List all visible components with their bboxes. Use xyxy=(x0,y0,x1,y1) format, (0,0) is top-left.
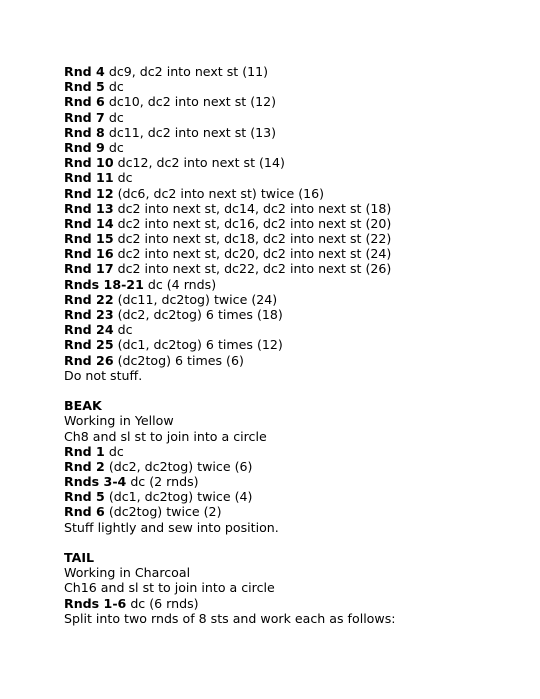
round-label: Rnd 6 xyxy=(64,504,105,520)
round-line xyxy=(64,125,524,140)
round-label: Rnd 11 xyxy=(64,170,114,186)
beak-round-line xyxy=(64,444,524,459)
round-line xyxy=(64,79,524,94)
round-instruction: dc (2 rnds) xyxy=(126,474,199,490)
round-instruction: (dc2tog) 6 times (6) xyxy=(113,352,244,368)
round-instruction: dc xyxy=(104,79,124,95)
tail-round-line xyxy=(64,596,524,611)
round-label: Rnds 18-21 xyxy=(64,276,144,292)
round-instruction: (dc2, dc2tog) 6 times (18) xyxy=(113,307,283,322)
round-line xyxy=(64,307,524,322)
round-label: Rnd 6 xyxy=(64,94,105,110)
body-note: Do not stuff. xyxy=(64,367,143,383)
round-instruction: dc11, dc2 into next st (13) xyxy=(104,124,277,140)
round-label: Rnd 12 xyxy=(64,185,114,201)
round-instruction: (dc1, dc2tog) 6 times (12) xyxy=(113,337,283,353)
round-label: Rnd 17 xyxy=(64,261,114,277)
round-label: Rnd 26 xyxy=(64,352,114,368)
round-instruction: dc xyxy=(113,170,133,186)
round-line xyxy=(64,186,524,201)
round-instruction: dc (4 rnds) xyxy=(143,276,217,292)
round-instruction: (dc1, dc2tog) twice (4) xyxy=(104,489,253,505)
round-line xyxy=(64,231,524,246)
round-instruction: (dc11, dc2tog) twice (24) xyxy=(113,291,278,307)
round-instruction: dc2 into next st, dc20, dc2 into next st (24) xyxy=(113,246,392,262)
tail-outro: Split into two rnds of 8 sts and work each as follows: xyxy=(64,610,396,626)
round-instruction: dc2 into next st, dc18, dc2 into next st (22) xyxy=(113,231,392,247)
round-instruction: (dc2, dc2tog) twice (6) xyxy=(104,458,253,474)
tail-intro-line: Working in Charcoal xyxy=(64,565,191,581)
round-line xyxy=(64,277,524,292)
section-spacer xyxy=(64,383,524,398)
round-instruction: dc2 into next st, dc14, dc2 into next st (18) xyxy=(113,200,392,216)
round-instruction: dc12, dc2 into next st (14) xyxy=(113,155,285,171)
round-instruction: dc xyxy=(104,443,124,459)
round-line xyxy=(64,261,524,276)
round-label: Rnd 5 xyxy=(64,489,105,505)
round-line xyxy=(64,94,524,109)
section-spacer xyxy=(64,535,524,550)
beak-heading: BEAK xyxy=(64,398,102,414)
round-label: Rnds 3-4 xyxy=(64,474,127,490)
round-label: Rnd 24 xyxy=(64,322,114,338)
round-line xyxy=(64,64,524,79)
round-label: Rnd 25 xyxy=(64,337,114,353)
round-line xyxy=(64,155,524,170)
round-label: Rnd 13 xyxy=(64,200,114,216)
beak-round-line xyxy=(64,489,524,504)
round-instruction: (dc6, dc2 into next st) twice (16) xyxy=(113,185,325,201)
round-instruction: dc (6 rnds) xyxy=(126,595,199,611)
round-line xyxy=(64,246,524,261)
round-instruction: dc xyxy=(113,322,133,338)
beak-intro-line: Ch8 and sl st to join into a circle xyxy=(64,428,267,444)
round-line xyxy=(64,110,524,125)
round-instruction: (dc2tog) twice (2) xyxy=(104,504,222,520)
round-label: Rnd 22 xyxy=(64,291,114,307)
round-label: Rnd 9 xyxy=(64,139,105,155)
round-label: Rnd 8 xyxy=(64,124,105,140)
round-label: Rnd 5 xyxy=(64,79,105,95)
round-instruction: dc10, dc2 into next st (12) xyxy=(104,94,277,110)
tail-intro-line: Ch16 and sl st to join into a circle xyxy=(64,580,275,596)
round-instruction: dc2 into next st, dc22, dc2 into next st (26) xyxy=(113,261,392,277)
round-line xyxy=(64,353,524,368)
round-label: Rnd 2 xyxy=(64,458,105,474)
round-label: Rnd 14 xyxy=(64,215,114,231)
beak-round-line xyxy=(64,504,524,519)
round-label: Rnd 10 xyxy=(64,155,114,171)
round-line xyxy=(64,216,524,231)
round-line xyxy=(64,337,524,352)
round-label: Rnds 1-6 xyxy=(64,595,127,611)
round-label: Rnd 16 xyxy=(64,246,114,262)
round-instruction: dc2 into next st, dc16, dc2 into next st (20) xyxy=(113,215,392,231)
beak-round-line xyxy=(64,474,524,489)
beak-round-line xyxy=(64,459,524,474)
round-label: Rnd 1 xyxy=(64,443,105,459)
round-label: Rnd 15 xyxy=(64,231,114,247)
round-instruction: dc9, dc2 into next st (11) xyxy=(104,64,269,79)
pattern-page xyxy=(64,64,524,626)
round-label: Rnd 4 xyxy=(64,64,105,79)
round-line xyxy=(64,170,524,185)
round-instruction: dc xyxy=(104,109,124,125)
round-line xyxy=(64,201,524,216)
tail-heading: TAIL xyxy=(64,550,95,565)
round-label: Rnd 23 xyxy=(64,307,114,322)
round-label: Rnd 7 xyxy=(64,109,105,125)
round-line xyxy=(64,292,524,307)
round-instruction: dc xyxy=(104,139,124,155)
round-line xyxy=(64,322,524,337)
beak-intro-line: Working in Yellow xyxy=(64,413,174,429)
beak-outro: Stuff lightly and sew into position. xyxy=(64,519,279,535)
round-line xyxy=(64,140,524,155)
